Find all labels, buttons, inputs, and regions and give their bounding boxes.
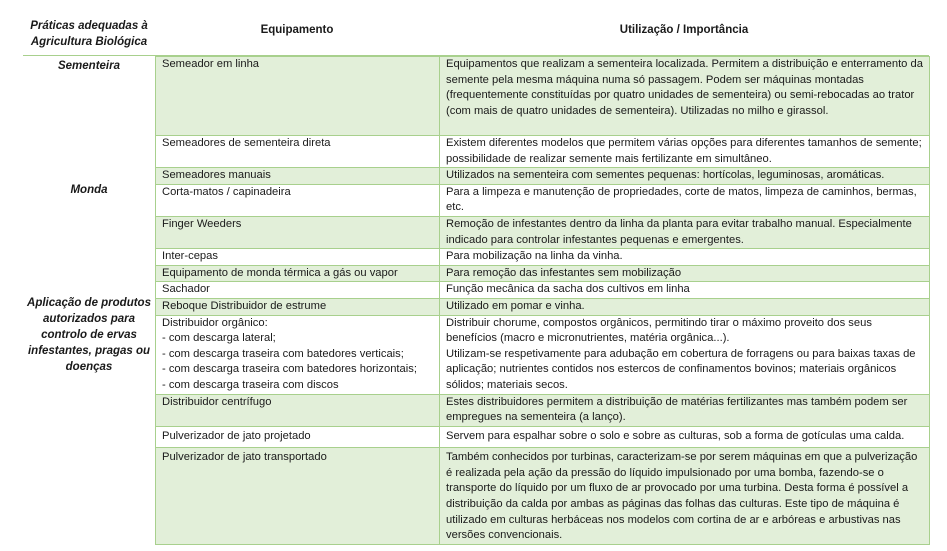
usage-cell: Estes distribuidores permitem a distribuição de matérias fertilizantes mas também podem ser empregues na sementeira (a lanço). [440, 394, 930, 426]
equipment-name: Reboque Distribuidor de estrume [162, 299, 327, 312]
equipment-cell [156, 216, 440, 248]
category-label: Aplicação de produtos [27, 297, 151, 309]
category-label: infestantes, pragas ou [27, 345, 151, 357]
equipment-cell [156, 57, 440, 136]
equipment-cell [156, 448, 440, 545]
table-row [156, 315, 930, 394]
equipment-cell [156, 249, 440, 266]
usage-paragraph: Distribuir chorume, compostos orgânicos, permitindo tirar o máximo proveito dos seus benefícios (macro e micronutrientes, matéria orgânica...). [446, 316, 872, 345]
equipment-cell [156, 282, 440, 299]
table-row [156, 136, 930, 168]
equipment-name: Finger Weeders [162, 217, 242, 230]
usage-cell: Para mobilização na linha da vinha. [440, 249, 930, 266]
table-row [156, 448, 930, 545]
category-label: Monda [70, 184, 108, 196]
usage-cell: Remoção de infestantes dentro da linha da planta para evitar trabalho manual. Especialmente indicado para controlar infestantes pequenas e emergentes. [440, 216, 930, 248]
usage-cell: Existem diferentes modelos que permitem várias opções para diferentes tamanhos de semente; possibilidade de realizar semente mais fertilizante em simultâneo. [440, 136, 930, 168]
category-label: Sementeira [57, 60, 120, 72]
category-sementeira [23, 58, 155, 74]
equipment-cell [156, 394, 440, 426]
usage-cell [440, 315, 930, 394]
equipment-cell [156, 136, 440, 168]
header-line: Agricultura Biológica [30, 36, 148, 48]
header-line: Práticas adequadas à [30, 20, 148, 32]
usage-cell: Servem para espalhar sobre o solo e sobre as culturas, sob a forma de gotículas uma calda. [440, 426, 930, 448]
equipment-cell [156, 298, 440, 315]
equipment-cell [156, 426, 440, 448]
usage-cell: Utilizado em pomar e vinha. [440, 298, 930, 315]
table-row [156, 282, 930, 299]
equipment-cell [156, 315, 440, 394]
equipment-cell [156, 168, 440, 185]
table-row [156, 57, 930, 136]
equipment-name: Sachador [162, 283, 210, 296]
column-header-equipment: Equipamento [260, 24, 334, 36]
usage-cell: Função mecânica da sacha dos cultivos em linha [440, 282, 930, 299]
table-row [156, 265, 930, 282]
category-label: doenças [65, 361, 113, 373]
equipment-name: Pulverizador de jato transportado [162, 451, 327, 464]
equipment-name: Distribuidor centrífugo [162, 395, 272, 408]
equipment-name: Corta-matos / capinadeira [162, 185, 291, 198]
usage-cell: Também conhecidos por turbinas, caracterizam-se por serem máquinas em que a pulverização é realizada pela ação da pressão do líquido impulsionado por uma bomba, fazendo-se o transporte do líquido por um fluxo de ar provocado por uma turbina. Desta forma é possível a distribuição da calda por ambas as páginas das folhas das culturas. Este tipo de máquina é utilizado em culturas herbáceas nos modelos com cortina de ar e arbóreas e arbustivas nas versões convencionais. [440, 448, 930, 545]
table-row [156, 298, 930, 315]
category-aplicacao [23, 295, 155, 375]
table-row [156, 216, 930, 248]
table-row [156, 394, 930, 426]
table-row [156, 168, 930, 185]
usage-paragraph: Utilizam-se respetivamente para adubação em cobertura de forragens ou para baixas taxas de aplicação; nutrientes contidos nos estercos de confinamentos bovinos; materiais orgânicos sólidos; materiais secos. [446, 347, 916, 391]
equipment-table [155, 56, 930, 545]
usage-cell: Utilizados na sementeira com sementes pequenas: hortícolas, leguminosas, aromáticas. [440, 168, 930, 185]
usage-cell: Para remoção das infestantes sem mobilização [440, 265, 930, 282]
equipment-name: Equipamento de monda térmica a gás ou vapor [162, 266, 398, 279]
equipment-variant: - com descarga lateral; [162, 332, 276, 345]
equipment-name: Semeador em linha [162, 58, 260, 70]
equipment-cell [156, 265, 440, 282]
equipment-cell [156, 184, 440, 216]
table-row [156, 426, 930, 448]
category-label: autorizados para [42, 313, 136, 325]
column-header-practices [23, 18, 155, 50]
table-row [156, 184, 930, 216]
category-monda [23, 182, 155, 198]
usage-cell: Para a limpeza e manutenção de propriedades, corte de matos, limpeza de caminhos, bermas, etc. [440, 184, 930, 216]
equipment-name: Inter-cepas [162, 250, 218, 263]
equipment-variant: - com descarga traseira com discos [162, 378, 339, 391]
equipment-name: Distribuidor orgânico: [162, 316, 268, 329]
category-label: controlo de ervas [41, 329, 137, 341]
equipment-name: Pulverizador de jato projetado [162, 429, 311, 442]
equipment-variant: - com descarga traseira com batedores horizontais; [162, 363, 417, 376]
equipment-variant: - com descarga traseira com batedores verticais; [162, 347, 404, 360]
table-row [156, 249, 930, 266]
equipment-name: Semeadores manuais [162, 169, 271, 182]
column-header-usage: Utilização / Importância [619, 24, 749, 36]
equipment-name: Semeadores de sementeira direta [162, 137, 331, 149]
usage-cell: Equipamentos que realizam a sementeira localizada. Permitem a distribuição e enterramento da semente pela mesma máquina numa só passagem. Podem ser máquinas montadas (frequentemente constituídas por quatro unidades de sementeira) ou semi-rebocadas ao trator (com mais de quatro unidades de sementeira). Utilizadas no milho e girassol. [440, 57, 930, 136]
